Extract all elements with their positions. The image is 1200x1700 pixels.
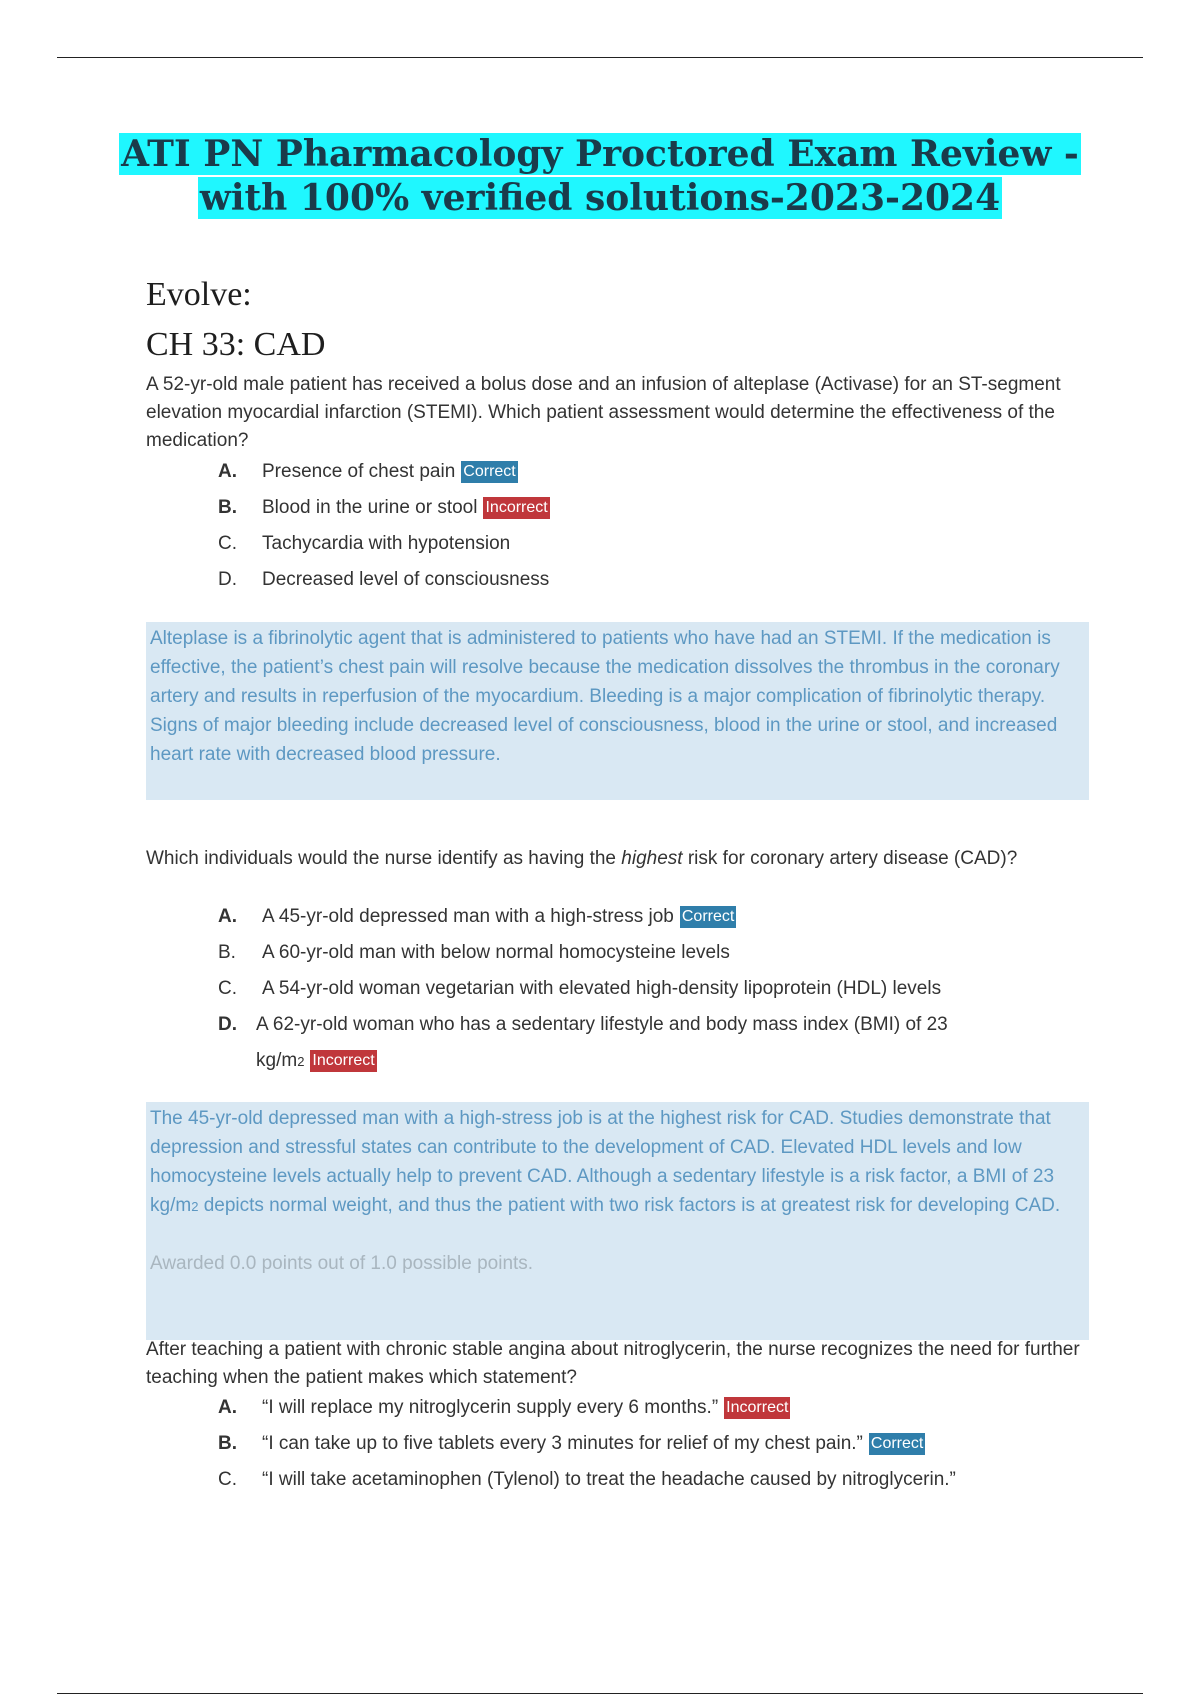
option-text: Tachycardia with hypotension [262, 533, 511, 554]
explanation-part: The 45-yr-old depressed man with a high-stress job is at the highest risk for CAD. Studies demonstrate that depression and stressful states can contribute to the development of CAD. Elevated HDL levels and low homocysteine levels actually help to prevent CAD. Although a sedentary lifestyle is a risk factor, a BMI of 23 kg/m [150, 1108, 1055, 1216]
option-b[interactable] [218, 494, 1118, 530]
title-line-2: with 100% verified solutions-2023-2024 [199, 177, 1001, 219]
explanation-text: Alteplase is a fibrinolytic agent that is administered to patients who have had an STEMI. If the medication is effective, the patient’s chest pain will resolve because the medication dissolves the thrombus in the coronary artery and results in reperfusion of the myocardium. Bleeding is a major complication of fibrinolytic therapy. Signs of major bleeding include decreased level of consciousness, blood in the urine or stool, and increased heart rate with decreased blood pressure. [150, 628, 1060, 765]
question-3-options [218, 1394, 1118, 1502]
question-2-options [218, 903, 1118, 1083]
correct-badge: Correct [461, 461, 517, 483]
option-letter: B. [218, 942, 236, 963]
option-text: Blood in the urine or stool [262, 497, 478, 518]
option-letter: C. [218, 533, 237, 554]
title-line-1: ATI PN Pharmacology Proctored Exam Review - [121, 133, 1079, 175]
superscript-unit: 2 [191, 1199, 199, 1214]
option-c[interactable] [218, 1466, 1118, 1502]
document-title [0, 132, 1200, 220]
stem-emphasis: highest [621, 848, 683, 869]
stem-part: risk for coronary artery disease (CAD)? [682, 848, 1018, 869]
option-letter: B. [218, 1433, 237, 1454]
option-letter: D. [218, 1014, 237, 1035]
question-1-stem: A 52-yr-old male patient has received a bolus dose and an infusion of alteplase (Activase) for an ST-segment elevation myocardial infarction (STEMI). Which patient assessment would determine the effectiveness of the medication? [146, 374, 1061, 451]
option-c[interactable] [218, 530, 1118, 566]
option-b[interactable] [218, 939, 1118, 975]
question-3-stem: After teaching a patient with chronic stable angina about nitroglycerin, the nurse recognizes the need for further teaching when the patient makes which statement? [146, 1339, 1080, 1388]
option-d[interactable] [218, 1011, 1118, 1083]
option-letter: C. [218, 978, 237, 999]
evolve-heading: Evolve: [146, 276, 252, 313]
bottom-rule [57, 1693, 1143, 1694]
option-letter: A. [218, 906, 237, 927]
top-rule [57, 57, 1143, 58]
incorrect-badge: Incorrect [724, 1397, 790, 1419]
incorrect-badge: Incorrect [310, 1050, 376, 1072]
option-text: A 60-yr-old man with below normal homocysteine levels [262, 942, 730, 963]
option-text: A 62-yr-old woman who has a sedentary lifestyle and body mass index (BMI) of 23 [256, 1014, 948, 1035]
option-text: A 54-yr-old woman vegetarian with elevated high-density lipoprotein (HDL) levels [262, 978, 942, 999]
superscript-unit: 2 [297, 1054, 305, 1069]
option-a[interactable] [218, 1394, 1118, 1430]
stem-part: Which individuals would the nurse identify as having the [146, 848, 622, 869]
option-text: “I will replace my nitroglycerin supply every 6 months.” [262, 1397, 719, 1418]
question-1-options [218, 458, 1118, 602]
option-b[interactable] [218, 1430, 1118, 1466]
question-1-explanation [146, 622, 1089, 800]
option-text: “I will take acetaminophen (Tylenol) to treat the headache caused by nitroglycerin.” [262, 1469, 956, 1490]
option-letter: B. [218, 497, 237, 518]
question-2-explanation [146, 1102, 1089, 1340]
explanation-text [150, 1104, 1085, 1221]
option-text: “I can take up to five tablets every 3 minutes for relief of my chest pain.” [262, 1433, 863, 1454]
option-d[interactable] [218, 566, 1118, 602]
option-a[interactable] [218, 458, 1118, 494]
correct-badge: Correct [869, 1433, 925, 1455]
option-letter: A. [218, 461, 237, 482]
option-c[interactable] [218, 975, 1118, 1011]
question-2-stem [146, 845, 1086, 873]
option-text: Decreased level of consciousness [262, 569, 550, 590]
option-text: Presence of chest pain [262, 461, 456, 482]
correct-badge: Correct [680, 906, 736, 928]
incorrect-badge: Incorrect [483, 497, 549, 519]
chapter-heading: CH 33: CAD [146, 326, 326, 363]
explanation-part: depicts normal weight, and thus the patient with two risk factors is at greatest risk for developing CAD. [198, 1195, 1061, 1216]
option-text: A 45-yr-old depressed man with a high-stress job [262, 906, 674, 927]
option-letter: D. [218, 569, 237, 590]
option-a[interactable] [218, 903, 1118, 939]
option-text-cont: kg/m [256, 1050, 298, 1071]
awarded-points: Awarded 0.0 points out of 1.0 possible points. [150, 1253, 534, 1274]
option-letter: C. [218, 1469, 237, 1490]
option-letter: A. [218, 1397, 237, 1418]
